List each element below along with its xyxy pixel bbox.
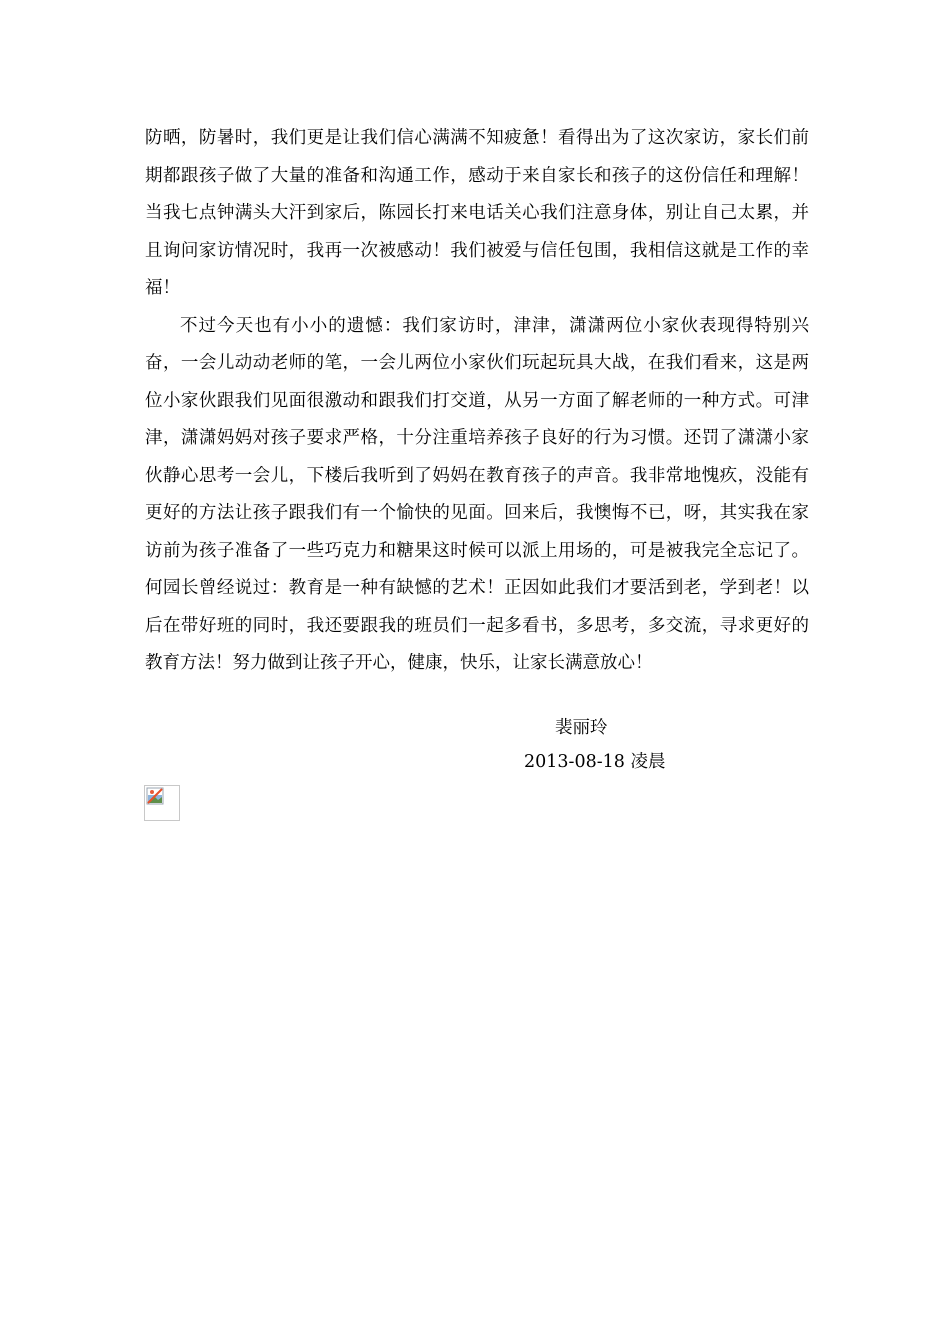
broken-image-icon — [144, 785, 180, 821]
document-body — [145, 120, 809, 683]
paragraph-continuation: 防晒，防暑时，我们更是让我们信心满满不知疲惫！看得出为了这次家访，家长们前期都跟孩子做了大量的准备和沟通工作，感动于来自家长和孩子的这份信任和理解！当我七点钟满头大汗到家后，陈园长打来电话关心我们注意身体，别让自己太累，并且询问家访情况时，我再一次被感动！我们被爱与信任包围，我相信这就是工作的幸福！ — [145, 128, 809, 298]
paragraph-regret: 不过今天也有小小的遗憾：我们家访时，津津，潇潇两位小家伙表现得特别兴奋，一会儿动动老师的笔，一会儿两位小家伙们玩起玩具大战，在我们看来，这是两位小家伙跟我们见面很激动和跟我们打交道，从另一方面了解老师的一种方式。可津津，潇潇妈妈对孩子要求严格，十分注重培养孩子良好的行为习惯。还罚了潇潇小家伙静心思考一会儿，下楼后我听到了妈妈在教育孩子的声音。我非常地愧疚，没能有更好的方法让孩子跟我们有一个愉快的见面。回来后，我懊悔不已，呀，其实我在家访前为孩子准备了一些巧克力和糖果这时候可以派上用场的，可是被我完全忘记了。何园长曾经说过：教育是一种有缺憾的艺术！正因如此我们才要活到老，学到老！以后在带好班的同时，我还要跟我的班员们一起多看书，多思考，多交流，寻求更好的教育方法！努力做到让孩子开心，健康，快乐，让家长满意放心！ — [145, 315, 809, 673]
author-signature: 裴丽玲 — [555, 718, 608, 738]
document-date: 2013-08-18 凌晨 — [524, 752, 666, 772]
